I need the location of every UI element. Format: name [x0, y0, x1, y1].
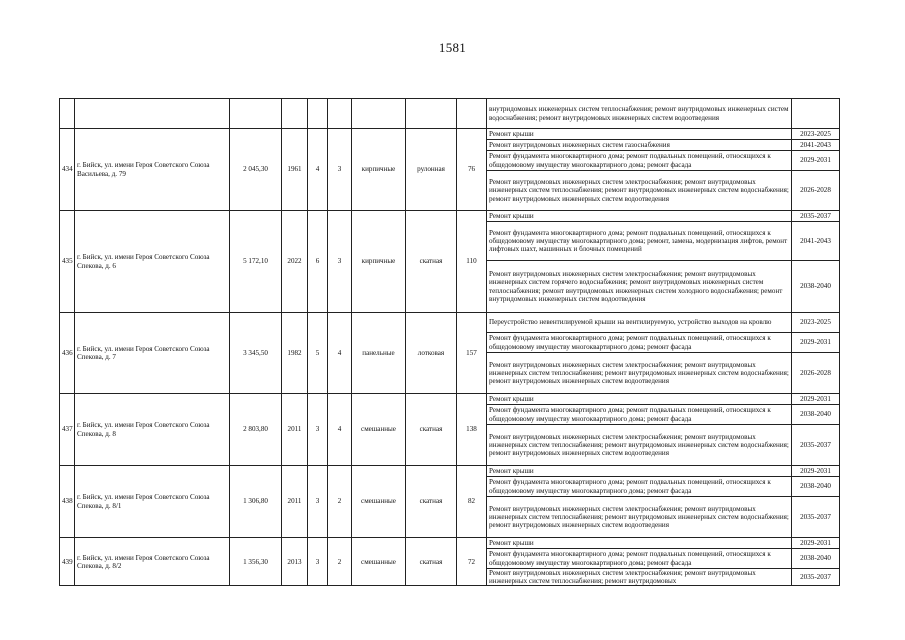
period-cell: 2029-2031 [792, 394, 840, 405]
wall-material: смешанные [352, 394, 406, 466]
table-row [60, 394, 840, 405]
work-cell: Ремонт внутридомовых инженерных систем газоснабжения [487, 140, 792, 151]
entrances-count: 2 [328, 466, 352, 538]
work-cell: Ремонт внутридомовых инженерных систем электроснабжения; ремонт внутридомовых инженерных систем горячего водоснабжения; ремонт внутридомовых инженерных систем теплоснабжения; ремонт внутридомовых инженерных систем холодного водоснабжения; ремонт внутридомовых инженерных систем водоотведения [487, 261, 792, 313]
table-row [60, 466, 840, 477]
entrances-count: 3 [328, 211, 352, 313]
period-cell: 2026-2028 [792, 171, 840, 211]
total-area: 1 356,30 [230, 538, 282, 586]
entrances-count: 3 [328, 129, 352, 211]
house-number: 437 [60, 394, 75, 466]
empty-cell [352, 99, 406, 129]
total-area: 2 045,30 [230, 129, 282, 211]
period-cell: 2038-2040 [792, 261, 840, 313]
roof-type: скатная [406, 466, 457, 538]
house-address: г. Бийск, ул. имени Героя Советского Союза Спекова, д. 8 [75, 394, 230, 466]
work-cell: Ремонт фундамента многоквартирного дома; ремонт подвальных помещений, относящихся к общедомовому имуществу многоквартирного дома; ремонт фасада [487, 405, 792, 425]
work-cell: Ремонт фундамента многоквартирного дома; ремонт подвальных помещений, относящихся к общедомовому имуществу многоквартирного дома; ремонт фасада [487, 151, 792, 171]
build-year: 1982 [282, 313, 308, 394]
total-area: 2 803,80 [230, 394, 282, 466]
entrances-count: 4 [328, 394, 352, 466]
table-row [60, 538, 840, 549]
house-number: 434 [60, 129, 75, 211]
work-cell: внутридомовых инженерных систем теплоснабжения; ремонт внутридомовых инженерных систем водоснабжения; ремонт внутридомовых инженерных систем водоотведения [487, 99, 792, 129]
work-cell: Ремонт крыши [487, 129, 792, 140]
house-address: г. Бийск, ул. имени Героя Советского Союза Васильева, д. 79 [75, 129, 230, 211]
period-cell: 2023-2025 [792, 313, 840, 333]
period-cell: 2026-2028 [792, 353, 840, 394]
roof-type: скатная [406, 211, 457, 313]
work-cell: Ремонт внутридомовых инженерных систем электроснабжения; ремонт внутридомовых инженерных систем теплоснабжения; ремонт внутридомовых инженерных систем водоснабжения; ремонт внутридомовых инженерных систем водоотведения [487, 425, 792, 466]
floors-count: 3 [308, 538, 328, 586]
work-cell: Ремонт крыши [487, 394, 792, 405]
table-row [60, 313, 840, 333]
house-address: г. Бийск, ул. имени Героя Советского Союза Спекова, д. 7 [75, 313, 230, 394]
period-cell: 2035-2037 [792, 497, 840, 538]
floors-count: 3 [308, 394, 328, 466]
residents-count: 110 [457, 211, 487, 313]
roof-type: лотковая [406, 313, 457, 394]
period-cell: 2035-2037 [792, 425, 840, 466]
period-cell: 2029-2031 [792, 151, 840, 171]
residents-count: 76 [457, 129, 487, 211]
house-number: 435 [60, 211, 75, 313]
house-number: 439 [60, 538, 75, 586]
capital-repair-table [59, 98, 840, 586]
build-year: 1961 [282, 129, 308, 211]
house-number: 436 [60, 313, 75, 394]
table-row [60, 129, 840, 140]
page-number: 1581 [438, 40, 467, 55]
work-cell: Ремонт фундамента многоквартирного дома; ремонт подвальных помещений, относящихся к общедомовому имуществу многоквартирного дома; ремонт, замена, модернизация лифтов, ремонт лифтовых шахт, машинных и блочных помещений [487, 222, 792, 261]
build-year: 2011 [282, 466, 308, 538]
floors-count: 3 [308, 466, 328, 538]
wall-material: смешанные [352, 538, 406, 586]
residents-count: 82 [457, 466, 487, 538]
empty-cell [60, 99, 75, 129]
work-cell: Ремонт внутридомовых инженерных систем электроснабжения; ремонт внутридомовых инженерных систем теплоснабжения; ремонт внутридомовых инженерных систем водоснабжения; ремонт внутридомовых инженерных систем водоотведения [487, 171, 792, 211]
total-area: 1 306,80 [230, 466, 282, 538]
build-year: 2022 [282, 211, 308, 313]
work-cell: Ремонт фундамента многоквартирного дома; ремонт подвальных помещений, относящихся к общедомовому имуществу многоквартирного дома; ремонт фасада [487, 333, 792, 353]
work-cell: Ремонт внутридомовых инженерных систем электроснабжения; ремонт внутридомовых инженерных систем теплоснабжения; ремонт внутридомовых инженерных систем водоснабжения; ремонт внутридомовых инженерных систем водоотведения [487, 353, 792, 394]
residents-count: 72 [457, 538, 487, 586]
floors-count: 6 [308, 211, 328, 313]
build-year: 2011 [282, 394, 308, 466]
residents-count: 157 [457, 313, 487, 394]
period-cell: 2041-2043 [792, 140, 840, 151]
period-cell: 2029-2031 [792, 466, 840, 477]
work-cell: Ремонт внутридомовых инженерных систем электроснабжения; ремонт внутридомовых инженерных систем теплоснабжения; ремонт внутридомовых [487, 569, 792, 586]
house-address: г. Бийск, ул. имени Героя Советского Союза Спекова, д. 6 [75, 211, 230, 313]
period-cell: 2038-2040 [792, 405, 840, 425]
table-body [60, 99, 840, 586]
period-cell: 2035-2037 [792, 569, 840, 586]
period-cell: 2029-2031 [792, 538, 840, 549]
total-area: 5 172,10 [230, 211, 282, 313]
floors-count: 4 [308, 129, 328, 211]
residents-count: 138 [457, 394, 487, 466]
house-address: г. Бийск, ул. имени Героя Советского Союза Спекова, д. 8/1 [75, 466, 230, 538]
period-cell: 2038-2040 [792, 549, 840, 569]
work-cell: Переустройство невентилируемой крыши на вентилируемую, устройство выходов на кровлю [487, 313, 792, 333]
period-cell: 2041-2043 [792, 222, 840, 261]
empty-cell [328, 99, 352, 129]
top-fragment-row [60, 99, 840, 129]
empty-cell [457, 99, 487, 129]
floors-count: 5 [308, 313, 328, 394]
wall-material: панельные [352, 313, 406, 394]
roof-type: скатная [406, 538, 457, 586]
wall-material: кирпичные [352, 211, 406, 313]
build-year: 2013 [282, 538, 308, 586]
total-area: 3 345,50 [230, 313, 282, 394]
work-cell: Ремонт внутридомовых инженерных систем электроснабжения; ремонт внутридомовых инженерных систем теплоснабжения; ремонт внутридомовых инженерных систем водоснабжения; ремонт внутридомовых инженерных систем водоотведения [487, 497, 792, 538]
work-cell: Ремонт фундамента многоквартирного дома; ремонт подвальных помещений, относящихся к общедомовому имуществу многоквартирного дома; ремонт фасада [487, 549, 792, 569]
roof-type: рулонная [406, 129, 457, 211]
period-cell: 2035-2037 [792, 211, 840, 222]
roof-type: скатная [406, 394, 457, 466]
work-cell: Ремонт крыши [487, 538, 792, 549]
wall-material: кирпичные [352, 129, 406, 211]
house-number: 438 [60, 466, 75, 538]
entrances-count: 2 [328, 538, 352, 586]
work-cell: Ремонт крыши [487, 466, 792, 477]
empty-cell [230, 99, 282, 129]
work-cell: Ремонт крыши [487, 211, 792, 222]
period-cell [792, 99, 840, 129]
empty-cell [308, 99, 328, 129]
house-address: г. Бийск, ул. имени Героя Советского Союза Спекова, д. 8/2 [75, 538, 230, 586]
table-row [60, 211, 840, 222]
empty-cell [406, 99, 457, 129]
empty-cell [75, 99, 230, 129]
work-cell: Ремонт фундамента многоквартирного дома; ремонт подвальных помещений, относящихся к общедомовому имуществу многоквартирного дома; ремонт фасада [487, 477, 792, 497]
wall-material: смешанные [352, 466, 406, 538]
period-cell: 2029-2031 [792, 333, 840, 353]
period-cell: 2038-2040 [792, 477, 840, 497]
period-cell: 2023-2025 [792, 129, 840, 140]
empty-cell [282, 99, 308, 129]
entrances-count: 4 [328, 313, 352, 394]
